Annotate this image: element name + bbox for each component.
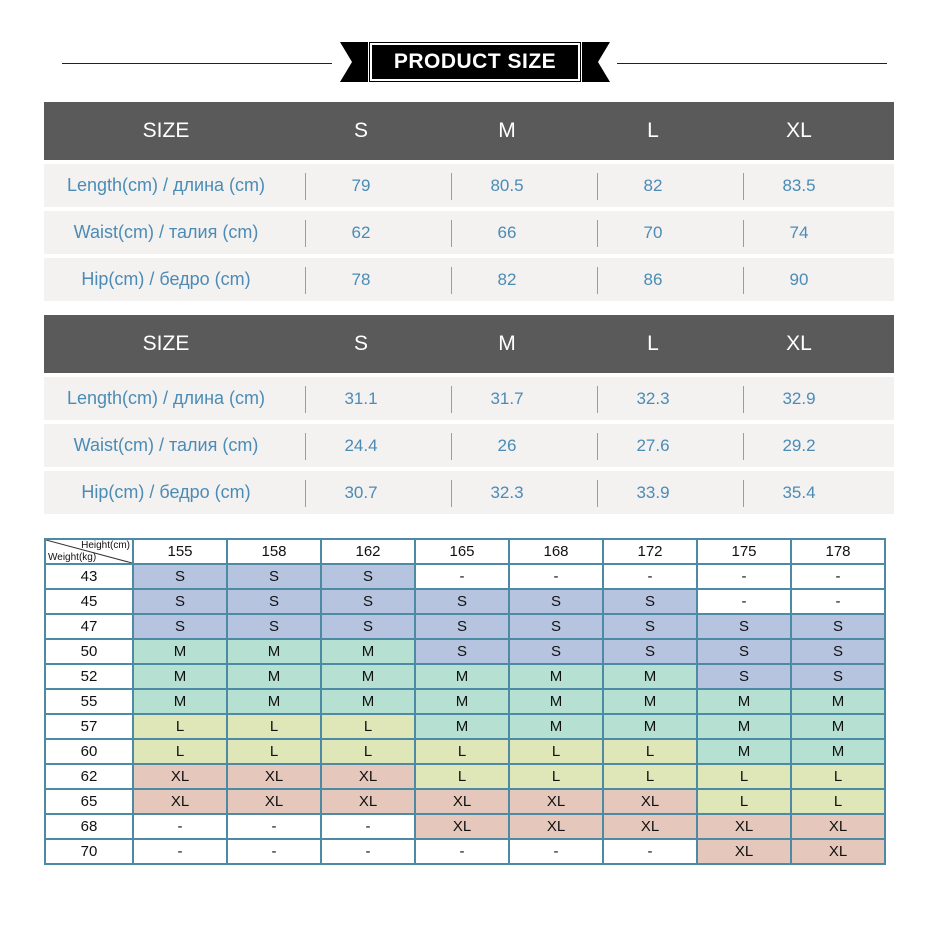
grid-row [45, 614, 885, 639]
measurement-value: 79 [288, 164, 434, 207]
size-cell: M [791, 739, 885, 764]
size-cell: - [697, 589, 791, 614]
measurement-value: 80.5 [434, 164, 580, 207]
size-cell: - [415, 839, 509, 864]
size-cell: S [697, 664, 791, 689]
right-rule [617, 63, 887, 64]
size-header-3: L [647, 119, 659, 142]
weight-cell: 60 [45, 739, 133, 764]
grid-row [45, 714, 885, 739]
size-cell: M [791, 689, 885, 714]
size-cell: S [227, 564, 321, 589]
size-cell: S [133, 614, 227, 639]
measurement-value: 66 [434, 211, 580, 254]
weight-cell: 50 [45, 639, 133, 664]
measurement-value: 31.1 [288, 377, 434, 420]
measurement-row [44, 424, 894, 467]
size-cell: XL [509, 814, 603, 839]
weight-cell: 43 [45, 564, 133, 589]
size-header-2: M [498, 119, 516, 142]
size-cell: M [603, 714, 697, 739]
size-cell: XL [697, 839, 791, 864]
size-cell: M [227, 664, 321, 689]
size-cell: S [603, 589, 697, 614]
measurement-value: 82 [580, 164, 726, 207]
title-banner [338, 40, 612, 84]
size-header-4: XL [786, 332, 812, 355]
grid-row [45, 764, 885, 789]
grid-row [45, 664, 885, 689]
measurement-value: 74 [726, 211, 872, 254]
height-header-cell: 168 [509, 539, 603, 564]
size-header-1: S [353, 332, 368, 355]
measurement-row [44, 211, 894, 254]
measurement-row [44, 258, 894, 301]
corner-height-label: Height(cm) [81, 540, 130, 551]
size-cell: L [791, 789, 885, 814]
weight-cell: 62 [45, 764, 133, 789]
size-cell: M [697, 739, 791, 764]
measurement-value: 90 [726, 258, 872, 301]
size-header-3: L [647, 332, 659, 355]
size-cell: - [791, 589, 885, 614]
size-cell: S [227, 589, 321, 614]
size-cell: M [133, 664, 227, 689]
grid-row [45, 739, 885, 764]
size-cell: - [791, 564, 885, 589]
height-header-cell: 165 [415, 539, 509, 564]
weight-cell: 47 [45, 614, 133, 639]
weight-cell: 65 [45, 789, 133, 814]
size-cell: M [227, 689, 321, 714]
size-cell: XL [321, 764, 415, 789]
measurement-value: 32.3 [434, 471, 580, 514]
size-cell: - [603, 564, 697, 589]
size-cell: - [415, 564, 509, 589]
grid-row [45, 564, 885, 589]
size-cell: L [791, 764, 885, 789]
grid-row [45, 689, 885, 714]
size-cell: S [791, 639, 885, 664]
size-cell: - [227, 814, 321, 839]
measurement-label: Length(cm) / длина (cm) [66, 175, 266, 195]
size-cell: XL [791, 814, 885, 839]
measurement-row [44, 471, 894, 514]
size-header-1: S [353, 119, 368, 142]
measurement-label: Waist(cm) / талия (cm) [73, 435, 259, 455]
size-cell: L [227, 714, 321, 739]
size-cell: S [227, 614, 321, 639]
measurement-value: 29.2 [726, 424, 872, 467]
size-cell: L [133, 714, 227, 739]
measurement-value: 35.4 [726, 471, 872, 514]
size-cell: S [603, 614, 697, 639]
grid-row [45, 814, 885, 839]
size-cell: XL [227, 764, 321, 789]
measurement-value: 86 [580, 258, 726, 301]
size-cell: M [133, 689, 227, 714]
size-cell: - [133, 814, 227, 839]
measurement-value: 32.9 [726, 377, 872, 420]
size-header-label: SIZE [142, 119, 190, 142]
measurement-label: Length(cm) / длина (cm) [66, 388, 266, 408]
size-cell: S [133, 589, 227, 614]
size-cell: - [321, 839, 415, 864]
size-cell: S [791, 664, 885, 689]
height-header-cell: 178 [791, 539, 885, 564]
grid-row [45, 839, 885, 864]
size-cell: L [509, 739, 603, 764]
size-cell: XL [697, 814, 791, 839]
size-header-2: M [498, 332, 516, 355]
height-weight-size-grid [44, 538, 886, 865]
size-cell: M [697, 714, 791, 739]
height-header-cell: 155 [133, 539, 227, 564]
size-cell: XL [791, 839, 885, 864]
size-cell: L [603, 739, 697, 764]
size-cell: M [603, 664, 697, 689]
size-cell: M [415, 664, 509, 689]
measurement-value: 26 [434, 424, 580, 467]
size-cell: L [321, 739, 415, 764]
size-cell: - [697, 564, 791, 589]
corner-weight-label: Weight(kg) [48, 552, 97, 563]
size-cell: - [603, 839, 697, 864]
size-cell: S [133, 564, 227, 589]
size-table-header [44, 102, 894, 160]
size-cell: XL [227, 789, 321, 814]
measurement-value: 31.7 [434, 377, 580, 420]
measurement-row [44, 164, 894, 207]
measurement-value: 78 [288, 258, 434, 301]
size-cell: M [321, 664, 415, 689]
size-cell: M [509, 689, 603, 714]
measurement-value: 62 [288, 211, 434, 254]
height-header-cell: 158 [227, 539, 321, 564]
size-cell: S [321, 564, 415, 589]
size-table-header [44, 315, 894, 373]
measurement-value: 27.6 [580, 424, 726, 467]
measurement-value: 70 [580, 211, 726, 254]
size-cell: S [509, 639, 603, 664]
size-table-inch [44, 315, 894, 514]
size-cell: XL [603, 814, 697, 839]
size-cell: M [415, 714, 509, 739]
weight-cell: 55 [45, 689, 133, 714]
size-cell: XL [133, 789, 227, 814]
weight-cell: 52 [45, 664, 133, 689]
size-cell: S [321, 589, 415, 614]
measurement-label: Waist(cm) / талия (cm) [73, 222, 259, 242]
size-cell: S [791, 614, 885, 639]
grid-corner-cell [45, 539, 133, 564]
size-cell: M [509, 664, 603, 689]
size-cell: L [227, 739, 321, 764]
measurement-label: Hip(cm) / бедро (cm) [81, 269, 251, 289]
size-cell: M [227, 639, 321, 664]
size-cell: XL [415, 814, 509, 839]
size-cell: XL [415, 789, 509, 814]
size-table-cm [44, 102, 894, 301]
size-cell: M [697, 689, 791, 714]
grid-row [45, 639, 885, 664]
size-cell: M [791, 714, 885, 739]
size-cell: S [415, 589, 509, 614]
size-cell: - [509, 564, 603, 589]
measurement-value: 33.9 [580, 471, 726, 514]
size-cell: L [415, 739, 509, 764]
grid-row [45, 789, 885, 814]
measurement-label: Hip(cm) / бедро (cm) [81, 482, 251, 502]
measurement-value: 32.3 [580, 377, 726, 420]
size-cell: S [415, 639, 509, 664]
height-header-cell: 175 [697, 539, 791, 564]
size-cell: S [415, 614, 509, 639]
size-cell: L [509, 764, 603, 789]
size-cell: XL [321, 789, 415, 814]
measurement-value: 83.5 [726, 164, 872, 207]
size-cell: S [509, 589, 603, 614]
size-cell: S [697, 639, 791, 664]
measurement-row [44, 377, 894, 420]
size-cell: S [697, 614, 791, 639]
size-cell: M [509, 714, 603, 739]
size-cell: - [509, 839, 603, 864]
grid-header-row [45, 539, 885, 564]
measurement-value: 82 [434, 258, 580, 301]
height-header-cell: 162 [321, 539, 415, 564]
size-cell: M [321, 689, 415, 714]
size-cell: L [603, 764, 697, 789]
size-cell: - [133, 839, 227, 864]
left-rule [62, 63, 332, 64]
size-cell: L [697, 789, 791, 814]
weight-cell: 70 [45, 839, 133, 864]
size-header-label: SIZE [142, 332, 190, 355]
height-header-cell: 172 [603, 539, 697, 564]
measurement-value: 24.4 [288, 424, 434, 467]
size-cell: M [603, 689, 697, 714]
weight-cell: 57 [45, 714, 133, 739]
grid-row [45, 589, 885, 614]
size-cell: XL [133, 764, 227, 789]
size-cell: L [415, 764, 509, 789]
size-cell: M [321, 639, 415, 664]
size-cell: L [321, 714, 415, 739]
size-cell: S [509, 614, 603, 639]
size-cell: XL [509, 789, 603, 814]
size-cell: - [321, 814, 415, 839]
size-cell: S [603, 639, 697, 664]
size-cell: - [227, 839, 321, 864]
weight-cell: 68 [45, 814, 133, 839]
banner-title: PRODUCT SIZE [370, 43, 580, 81]
size-cell: M [133, 639, 227, 664]
measurement-value: 30.7 [288, 471, 434, 514]
size-header-4: XL [786, 119, 812, 142]
size-cell: XL [603, 789, 697, 814]
size-cell: S [321, 614, 415, 639]
size-cell: L [133, 739, 227, 764]
size-cell: L [697, 764, 791, 789]
weight-cell: 45 [45, 589, 133, 614]
size-cell: M [415, 689, 509, 714]
